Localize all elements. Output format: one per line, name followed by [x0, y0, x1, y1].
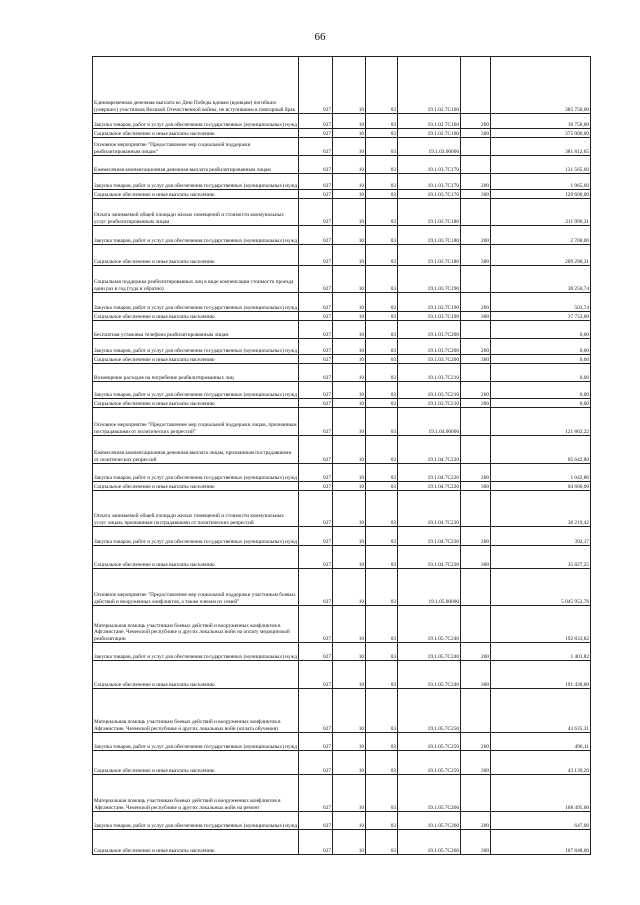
- row-expense-type-cell: [461, 606, 491, 643]
- row-name-cell: Закупка товаров, работ и услуг для обеспечения государственных (муниципальных) нужд: [93, 382, 299, 399]
- row-name-cell: Возмещение расходов на погребение реабилитированных лиц: [93, 364, 299, 382]
- table-row: [93, 527, 591, 546]
- row-amount-cell: 191 430,00: [491, 661, 591, 689]
- row-amount-cell: 43 635,31: [491, 689, 591, 733]
- row-expense-type-cell: 300: [461, 355, 491, 364]
- row-section-code-cell: 10: [333, 339, 366, 355]
- row-expense-type-cell: 200: [461, 812, 491, 830]
- row-name-cell: Социальное обеспечение и иные выплаты населению: [93, 129, 299, 138]
- row-expense-type-cell: [461, 57, 491, 114]
- row-section-code-cell: 10: [333, 129, 366, 138]
- row-target-article-cell: 19.1.03.7С210: [398, 382, 461, 399]
- row-expense-type-cell: 200: [461, 643, 491, 661]
- table-row: [93, 408, 591, 436]
- row-subsection-code-cell: 03: [366, 775, 398, 812]
- row-expense-type-cell: 200: [461, 174, 491, 190]
- row-target-article-cell: 19.1.05.7С260: [398, 775, 461, 812]
- row-amount-cell: 0,00: [491, 339, 591, 355]
- row-amount-cell: 85 642,80: [491, 436, 591, 464]
- row-target-article-cell: 19.1.03.7С180: [398, 199, 461, 226]
- row-expense-type-cell: 200: [461, 114, 491, 129]
- row-subsection-code-cell: 03: [366, 408, 398, 436]
- table-row: [93, 491, 591, 527]
- row-expense-type-cell: [461, 266, 491, 293]
- row-section-code-cell: 10: [333, 382, 366, 399]
- row-subsection-code-cell: 03: [366, 482, 398, 491]
- row-target-article-cell: 19.1.02.7С160: [398, 57, 461, 114]
- row-grbs-code-cell: 027: [299, 312, 333, 321]
- row-section-code-cell: 10: [333, 830, 366, 855]
- row-target-article-cell: 19.1.04.7С220: [398, 436, 461, 464]
- row-name-cell: Ежемесячная компенсационная денежная выплата реабилитированным лицам: [93, 156, 299, 174]
- row-target-article-cell: 19.1.04.7С220: [398, 482, 461, 491]
- row-target-article-cell: 19.1.03.7С190: [398, 312, 461, 321]
- row-subsection-code-cell: 03: [366, 546, 398, 569]
- row-subsection-code-cell: 03: [366, 293, 398, 312]
- row-section-code-cell: 10: [333, 408, 366, 436]
- row-section-code-cell: 10: [333, 546, 366, 569]
- row-target-article-cell: 19.1.03.7С180: [398, 226, 461, 245]
- row-target-article-cell: 19.1.05.7С240: [398, 661, 461, 689]
- row-amount-cell: 2 700,00: [491, 226, 591, 245]
- row-section-code-cell: 10: [333, 364, 366, 382]
- row-expense-type-cell: [461, 138, 491, 156]
- row-target-article-cell: 19.1.05.7С260: [398, 830, 461, 855]
- row-subsection-code-cell: 03: [366, 57, 398, 114]
- row-grbs-code-cell: 027: [299, 408, 333, 436]
- row-name-cell: Социальное обеспечение и иные выплаты населению: [93, 399, 299, 408]
- table-row: [93, 199, 591, 226]
- row-expense-type-cell: [461, 569, 491, 606]
- row-amount-cell: 0,00: [491, 321, 591, 339]
- row-amount-cell: 131 565,60: [491, 156, 591, 174]
- row-subsection-code-cell: 03: [366, 689, 398, 733]
- row-section-code-cell: 10: [333, 482, 366, 491]
- row-grbs-code-cell: 027: [299, 129, 333, 138]
- row-section-code-cell: 10: [333, 190, 366, 199]
- row-name-cell: Закупка товаров, работ и услуг для обеспечения государственных (муниципальных) нужд: [93, 226, 299, 245]
- row-subsection-code-cell: 03: [366, 339, 398, 355]
- row-section-code-cell: 10: [333, 775, 366, 812]
- row-name-cell: Единовременная денежная выплата ко Дню Победы вдовам (вдовцам) погибших (умерших) участников Великой Отечественной войны, не вступившим в повторный брак: [93, 57, 299, 114]
- row-amount-cell: 5 045 952,76: [491, 569, 591, 606]
- row-name-cell: Основное мероприятие "Предоставление мер социальной поддержки участникам боевых действий и вооруженных конфликтов, а также членам их семей": [93, 569, 299, 606]
- row-grbs-code-cell: 027: [299, 138, 333, 156]
- row-subsection-code-cell: 03: [366, 812, 398, 830]
- row-grbs-code-cell: 027: [299, 464, 333, 482]
- row-grbs-code-cell: 027: [299, 190, 333, 199]
- row-name-cell: Закупка товаров, работ и услуг для обеспечения государственных (муниципальных) нужд: [93, 293, 299, 312]
- table-row: [93, 355, 591, 364]
- row-section-code-cell: 10: [333, 643, 366, 661]
- row-expense-type-cell: 300: [461, 751, 491, 775]
- table-row: [93, 775, 591, 812]
- page-number: 66: [314, 31, 326, 43]
- row-subsection-code-cell: 03: [366, 661, 398, 689]
- row-amount-cell: 192 833,82: [491, 606, 591, 643]
- row-section-code-cell: 10: [333, 436, 366, 464]
- row-section-code-cell: 10: [333, 464, 366, 482]
- row-expense-type-cell: [461, 156, 491, 174]
- row-target-article-cell: 19.1.03.7С190: [398, 293, 461, 312]
- row-name-cell: Основное мероприятие "Предоставление мер социальной поддержки реабилитированным лицам": [93, 138, 299, 156]
- row-subsection-code-cell: 03: [366, 569, 398, 606]
- table-row: [93, 751, 591, 775]
- row-section-code-cell: 10: [333, 751, 366, 775]
- row-name-cell: Закупка товаров, работ и услуг для обеспечения государственных (муниципальных) нужд: [93, 812, 299, 830]
- row-section-code-cell: 10: [333, 569, 366, 606]
- row-name-cell: Оплата занимаемой общей площади жилых помещений и стоимости коммунальных услуг лицам, признанным пострадавшими от политических репрессий: [93, 491, 299, 527]
- row-subsection-code-cell: 03: [366, 830, 398, 855]
- table-row: [93, 689, 591, 733]
- row-name-cell: Социальное обеспечение и иные выплаты населению: [93, 830, 299, 855]
- table-row: [93, 436, 591, 464]
- row-subsection-code-cell: 03: [366, 226, 398, 245]
- row-target-article-cell: 19.1.04.7С220: [398, 464, 461, 482]
- row-amount-cell: 129 600,00: [491, 190, 591, 199]
- table-row: [93, 733, 591, 751]
- row-section-code-cell: 10: [333, 355, 366, 364]
- row-amount-cell: 647,00: [491, 812, 591, 830]
- row-section-code-cell: 10: [333, 606, 366, 643]
- row-grbs-code-cell: 027: [299, 339, 333, 355]
- row-amount-cell: 1 042,80: [491, 464, 591, 482]
- row-amount-cell: 375 000,00: [491, 129, 591, 138]
- row-subsection-code-cell: 03: [366, 399, 398, 408]
- row-target-article-cell: 19.1.05.7С260: [398, 812, 461, 830]
- row-section-code-cell: 10: [333, 812, 366, 830]
- row-expense-type-cell: 200: [461, 464, 491, 482]
- table-row: [93, 569, 591, 606]
- row-name-cell: Закупка товаров, работ и услуг для обеспечения государственных (муниципальных) нужд: [93, 643, 299, 661]
- row-name-cell: Закупка товаров, работ и услуг для обеспечения государственных (муниципальных) нужд: [93, 114, 299, 129]
- row-expense-type-cell: 200: [461, 339, 491, 355]
- row-target-article-cell: 19.1.05.7С240: [398, 643, 461, 661]
- table-row: [93, 57, 591, 114]
- row-target-article-cell: 19.1.03.7С210: [398, 399, 461, 408]
- row-target-article-cell: 19.1.03.7С180: [398, 245, 461, 266]
- row-target-article-cell: 19.1.04.7С230: [398, 527, 461, 546]
- row-name-cell: Социальное обеспечение и иные выплаты населению: [93, 312, 299, 321]
- row-section-code-cell: 10: [333, 156, 366, 174]
- row-section-code-cell: 10: [333, 312, 366, 321]
- row-subsection-code-cell: 03: [366, 491, 398, 527]
- row-grbs-code-cell: 027: [299, 689, 333, 733]
- row-name-cell: Основное мероприятие "Предоставление мер социальной поддержки лицам, признанным пострадавшими от политических репрессий": [93, 408, 299, 436]
- row-grbs-code-cell: 027: [299, 226, 333, 245]
- row-target-article-cell: 19.1.05.7С250: [398, 751, 461, 775]
- table-row: [93, 312, 591, 321]
- row-target-article-cell: 19.1.02.7С160: [398, 114, 461, 129]
- row-amount-cell: 0,00: [491, 355, 591, 364]
- row-expense-type-cell: 200: [461, 226, 491, 245]
- row-name-cell: Закупка товаров, работ и услуг для обеспечения государственных (муниципальных) нужд: [93, 339, 299, 355]
- row-grbs-code-cell: 027: [299, 382, 333, 399]
- row-grbs-code-cell: 027: [299, 57, 333, 114]
- row-section-code-cell: 10: [333, 266, 366, 293]
- row-expense-type-cell: 300: [461, 129, 491, 138]
- row-grbs-code-cell: 027: [299, 643, 333, 661]
- row-expense-type-cell: 300: [461, 482, 491, 491]
- row-section-code-cell: 10: [333, 114, 366, 129]
- row-target-article-cell: 19.1.03.7С170: [398, 190, 461, 199]
- row-target-article-cell: 19.1.05.00000: [398, 569, 461, 606]
- row-grbs-code-cell: 027: [299, 733, 333, 751]
- row-subsection-code-cell: 03: [366, 382, 398, 399]
- row-name-cell: Закупка товаров, работ и услуг для обеспечения государственных (муниципальных) нужд: [93, 174, 299, 190]
- table-row: [93, 174, 591, 190]
- row-name-cell: Материальная помощь участникам боевых действий и вооруженных конфликтов в Афганистане, Чеченской республике и других локальных войн на ремонт: [93, 775, 299, 812]
- row-amount-cell: 38 256,74: [491, 266, 591, 293]
- row-name-cell: Социальное обеспечение и иные выплаты населению: [93, 482, 299, 491]
- row-subsection-code-cell: 03: [366, 606, 398, 643]
- table-row: [93, 382, 591, 399]
- row-name-cell: Социальное обеспечение и иные выплаты населению: [93, 190, 299, 199]
- row-target-article-cell: 19.1.04.00000: [398, 408, 461, 436]
- row-amount-cell: 10 750,00: [491, 114, 591, 129]
- row-amount-cell: 43 139,20: [491, 751, 591, 775]
- budget-table: [92, 56, 591, 855]
- row-section-code-cell: 10: [333, 293, 366, 312]
- row-grbs-code-cell: 027: [299, 606, 333, 643]
- row-target-article-cell: 19.1.03.7С190: [398, 266, 461, 293]
- table-row: [93, 129, 591, 138]
- table-row: [93, 339, 591, 355]
- row-name-cell: Социальное обеспечение и иные выплаты населению: [93, 546, 299, 569]
- row-section-code-cell: 10: [333, 399, 366, 408]
- row-section-code-cell: 10: [333, 174, 366, 190]
- row-section-code-cell: 10: [333, 733, 366, 751]
- row-subsection-code-cell: 03: [366, 190, 398, 199]
- row-grbs-code-cell: 027: [299, 399, 333, 408]
- row-name-cell: Социальное обеспечение и иные выплаты населению: [93, 751, 299, 775]
- row-amount-cell: 0,00: [491, 399, 591, 408]
- row-grbs-code-cell: 027: [299, 321, 333, 339]
- row-expense-type-cell: 300: [461, 830, 491, 855]
- row-target-article-cell: 19.1.04.7С230: [398, 546, 461, 569]
- row-expense-type-cell: 300: [461, 312, 491, 321]
- row-expense-type-cell: 300: [461, 546, 491, 569]
- row-name-cell: Закупка товаров, работ и услуг для обеспечения государственных (муниципальных) нужд: [93, 527, 299, 546]
- row-section-code-cell: 10: [333, 689, 366, 733]
- row-expense-type-cell: 300: [461, 245, 491, 266]
- table-row: [93, 156, 591, 174]
- row-amount-cell: 1 403,82: [491, 643, 591, 661]
- row-amount-cell: 209 290,31: [491, 245, 591, 266]
- row-subsection-code-cell: 03: [366, 138, 398, 156]
- row-expense-type-cell: [461, 321, 491, 339]
- row-expense-type-cell: [461, 491, 491, 527]
- row-target-article-cell: 19.1.05.7С250: [398, 689, 461, 733]
- table-row: [93, 464, 591, 482]
- row-subsection-code-cell: 03: [366, 733, 398, 751]
- row-subsection-code-cell: 03: [366, 464, 398, 482]
- row-subsection-code-cell: 03: [366, 436, 398, 464]
- row-amount-cell: 0,00: [491, 364, 591, 382]
- table-row: [93, 266, 591, 293]
- row-expense-type-cell: [461, 199, 491, 226]
- row-grbs-code-cell: 027: [299, 436, 333, 464]
- row-name-cell: Социальное обеспечение и иные выплаты населению: [93, 661, 299, 689]
- row-expense-type-cell: 300: [461, 190, 491, 199]
- row-target-article-cell: 19.1.03.7С210: [398, 364, 461, 382]
- row-amount-cell: 1 965,60: [491, 174, 591, 190]
- row-amount-cell: 381 812,65: [491, 138, 591, 156]
- row-amount-cell: 36 219,42: [491, 491, 591, 527]
- table-row: [93, 190, 591, 199]
- row-grbs-code-cell: 027: [299, 245, 333, 266]
- budget-table-body: [93, 57, 591, 855]
- row-section-code-cell: 10: [333, 245, 366, 266]
- row-grbs-code-cell: 027: [299, 355, 333, 364]
- row-amount-cell: 503,74: [491, 293, 591, 312]
- row-name-cell: Материальная помощь участникам боевых действий и вооруженных конфликтов в Афганистане, Чеченской республике и других локальных войн (оплата обучения): [93, 689, 299, 733]
- table-row: [93, 482, 591, 491]
- row-grbs-code-cell: 027: [299, 266, 333, 293]
- row-target-article-cell: 19.1.03.7С200: [398, 321, 461, 339]
- row-subsection-code-cell: 03: [366, 321, 398, 339]
- table-row: [93, 226, 591, 245]
- row-amount-cell: 392,17: [491, 527, 591, 546]
- row-subsection-code-cell: 03: [366, 245, 398, 266]
- row-target-article-cell: 19.1.04.7С230: [398, 491, 461, 527]
- table-row: [93, 321, 591, 339]
- row-name-cell: Закупка товаров, работ и услуг для обеспечения государственных (муниципальных) нужд: [93, 733, 299, 751]
- row-target-article-cell: 19.1.02.7С160: [398, 129, 461, 138]
- table-row: [93, 245, 591, 266]
- row-target-article-cell: 19.1.03.7С170: [398, 174, 461, 190]
- row-amount-cell: 496,11: [491, 733, 591, 751]
- row-name-cell: Закупка товаров, работ и услуг для обеспечения государственных (муниципальных) нужд: [93, 464, 299, 482]
- row-grbs-code-cell: 027: [299, 812, 333, 830]
- row-section-code-cell: 10: [333, 138, 366, 156]
- row-expense-type-cell: 200: [461, 382, 491, 399]
- row-expense-type-cell: 200: [461, 293, 491, 312]
- row-grbs-code-cell: 027: [299, 482, 333, 491]
- row-subsection-code-cell: 03: [366, 312, 398, 321]
- row-grbs-code-cell: 027: [299, 174, 333, 190]
- row-section-code-cell: 10: [333, 226, 366, 245]
- row-subsection-code-cell: 03: [366, 156, 398, 174]
- table-row: [93, 812, 591, 830]
- row-grbs-code-cell: 027: [299, 751, 333, 775]
- row-subsection-code-cell: 03: [366, 643, 398, 661]
- row-subsection-code-cell: 03: [366, 174, 398, 190]
- row-amount-cell: 121 862,22: [491, 408, 591, 436]
- row-expense-type-cell: 200: [461, 527, 491, 546]
- row-amount-cell: 211 990,31: [491, 199, 591, 226]
- row-name-cell: Материальная помощь участникам боевых действий и вооруженных конфликтов в Афганистане, Чеченской республике и других локальных войн на оплату медицинской реабилитации: [93, 606, 299, 643]
- row-section-code-cell: 10: [333, 527, 366, 546]
- row-section-code-cell: 10: [333, 491, 366, 527]
- row-grbs-code-cell: 027: [299, 775, 333, 812]
- row-grbs-code-cell: 027: [299, 830, 333, 855]
- row-amount-cell: 108 495,00: [491, 775, 591, 812]
- row-name-cell: Социальное обеспечение и иные выплаты населению: [93, 245, 299, 266]
- row-name-cell: Социальное обеспечение и иные выплаты населению: [93, 355, 299, 364]
- row-amount-cell: 84 600,00: [491, 482, 591, 491]
- row-name-cell: Ежемесячная компенсационная денежная выплата лицам, признанным пострадавшими от политических репрессий: [93, 436, 299, 464]
- row-section-code-cell: 10: [333, 199, 366, 226]
- row-grbs-code-cell: 027: [299, 199, 333, 226]
- row-expense-type-cell: [461, 408, 491, 436]
- row-expense-type-cell: [461, 364, 491, 382]
- row-expense-type-cell: [461, 436, 491, 464]
- table-row: [93, 114, 591, 129]
- row-amount-cell: 37 753,00: [491, 312, 591, 321]
- row-subsection-code-cell: 03: [366, 114, 398, 129]
- row-subsection-code-cell: 03: [366, 364, 398, 382]
- row-expense-type-cell: [461, 689, 491, 733]
- row-grbs-code-cell: 027: [299, 661, 333, 689]
- row-subsection-code-cell: 03: [366, 199, 398, 226]
- row-target-article-cell: 19.1.05.7С240: [398, 606, 461, 643]
- row-target-article-cell: 19.1.03.00000: [398, 138, 461, 156]
- row-section-code-cell: 10: [333, 661, 366, 689]
- row-grbs-code-cell: 027: [299, 156, 333, 174]
- table-row: [93, 293, 591, 312]
- table-row: [93, 661, 591, 689]
- row-expense-type-cell: 300: [461, 661, 491, 689]
- row-target-article-cell: 19.1.03.7С200: [398, 339, 461, 355]
- row-expense-type-cell: 300: [461, 399, 491, 408]
- row-grbs-code-cell: 027: [299, 569, 333, 606]
- row-subsection-code-cell: 03: [366, 129, 398, 138]
- row-subsection-code-cell: 03: [366, 355, 398, 364]
- row-grbs-code-cell: 027: [299, 491, 333, 527]
- row-name-cell: Бесплатная установка телефона реабилитированным лицам: [93, 321, 299, 339]
- row-target-article-cell: 19.1.05.7С250: [398, 733, 461, 751]
- row-subsection-code-cell: 03: [366, 751, 398, 775]
- row-amount-cell: 107 848,00: [491, 830, 591, 855]
- row-grbs-code-cell: 027: [299, 114, 333, 129]
- row-grbs-code-cell: 027: [299, 364, 333, 382]
- table-row: [93, 399, 591, 408]
- table-row: [93, 606, 591, 643]
- table-row: [93, 546, 591, 569]
- table-row: [93, 364, 591, 382]
- row-grbs-code-cell: 027: [299, 527, 333, 546]
- row-grbs-code-cell: 027: [299, 546, 333, 569]
- table-row: [93, 643, 591, 661]
- table-row: [93, 830, 591, 855]
- row-section-code-cell: 10: [333, 57, 366, 114]
- row-name-cell: Социальная поддержка реабилитированных лиц в виде компенсации стоимости проезда один раз в год (туда и обратно): [93, 266, 299, 293]
- row-amount-cell: 0,00: [491, 382, 591, 399]
- row-subsection-code-cell: 03: [366, 266, 398, 293]
- row-grbs-code-cell: 027: [299, 293, 333, 312]
- table-row: [93, 138, 591, 156]
- row-name-cell: Оплата занимаемой общей площади жилых помещений и стоимости коммунальных услуг реабилитированным лицам: [93, 199, 299, 226]
- row-expense-type-cell: 200: [461, 733, 491, 751]
- row-amount-cell: 35 827,25: [491, 546, 591, 569]
- row-target-article-cell: 19.1.03.7С170: [398, 156, 461, 174]
- row-expense-type-cell: [461, 775, 491, 812]
- row-target-article-cell: 19.1.03.7С200: [398, 355, 461, 364]
- row-subsection-code-cell: 03: [366, 527, 398, 546]
- row-amount-cell: 385 750,00: [491, 57, 591, 114]
- row-section-code-cell: 10: [333, 321, 366, 339]
